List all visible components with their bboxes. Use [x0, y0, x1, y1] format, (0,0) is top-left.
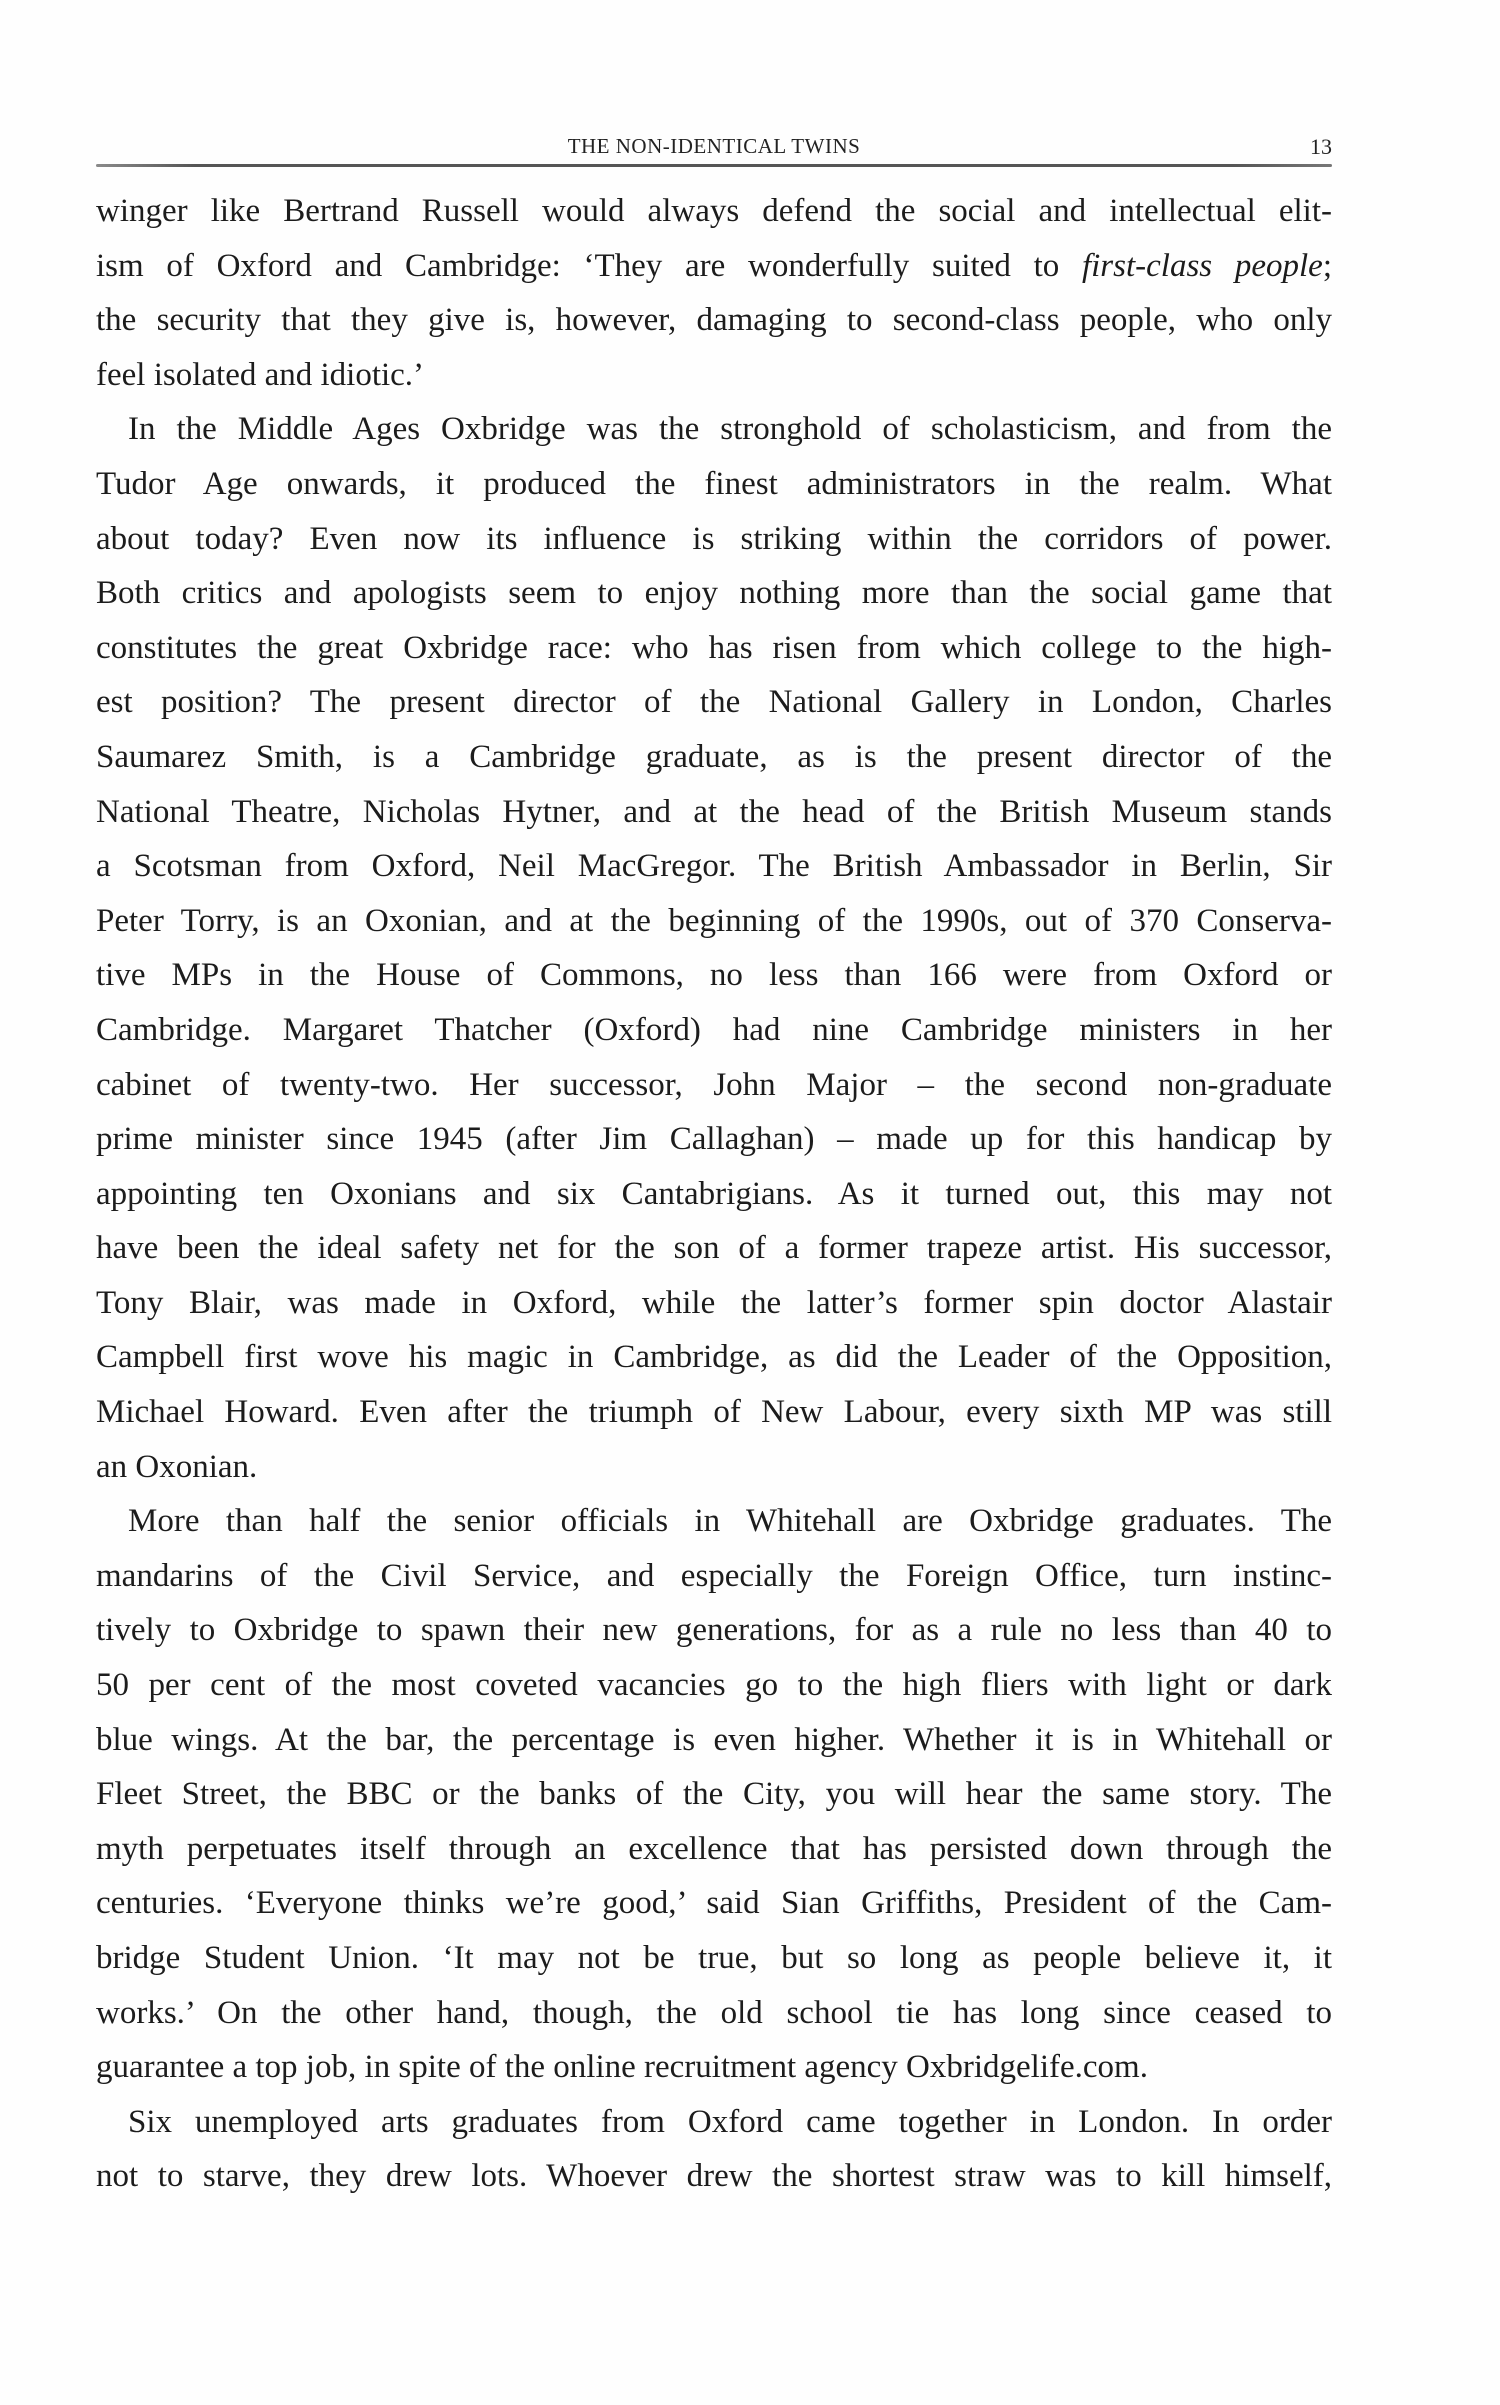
text-line: Peter Torry, is an Oxonian, and at the beginning of the 1990s, out of 370 Conserva-: [96, 902, 1332, 939]
paragraph-4: [96, 2095, 1332, 2204]
body-text: [96, 184, 1332, 2204]
paragraph-1: [96, 184, 1332, 402]
text-line: National Theatre, Nicholas Hytner, and at the head of the British Museum stands: [96, 793, 1332, 830]
text-line: centuries. ‘Everyone thinks we’re good,’ said Sian Griffiths, President of the Cam-: [96, 1885, 1332, 1922]
text-line: not to starve, they drew lots. Whoever drew the shortest straw was to kill himself,: [96, 2158, 1332, 2195]
text-line: have been the ideal safety net for the son of a former trapeze artist. His successor,: [96, 1230, 1332, 1267]
text-line: cabinet of twenty-two. Her successor, John Major – the second non-graduate: [96, 1066, 1332, 1103]
text-line: constitutes the great Oxbridge race: who has risen from which college to the high-: [96, 629, 1332, 666]
text-line: Michael Howard. Even after the triumph of New Labour, every sixth MP was still: [96, 1394, 1332, 1431]
text-line: about today? Even now its influence is striking within the corridors of power.: [96, 520, 1332, 557]
text-line: blue wings. At the bar, the percentage is even higher. Whether it is in Whitehall or: [96, 1721, 1332, 1758]
text-fragment: ism of Oxford and Cambridge: ‘They are wonderfully suited to: [96, 247, 1082, 284]
text-line: prime minister since 1945 (after Jim Callaghan) – made up for this handicap by: [96, 1121, 1332, 1158]
text-line: Both critics and apologists seem to enjoy nothing more than the social game that: [96, 575, 1332, 612]
paragraph-3: [96, 1494, 1332, 2095]
text-line: appointing ten Oxonians and six Cantabrigians. As it turned out, this may not: [96, 1175, 1332, 1212]
text-line: works.’ On the other hand, though, the old school tie has long since ceased to: [96, 1994, 1332, 2031]
text-line: feel isolated and idiotic.’: [96, 356, 425, 393]
text-line: winger like Bertrand Russell would always defend the social and intellectual elit-: [96, 193, 1332, 229]
text-line: More than half the senior officials in Whitehall are Oxbridge graduates. The: [128, 1503, 1332, 1540]
text-line: tive MPs in the House of Commons, no less than 166 were from Oxford or: [96, 957, 1332, 994]
text-line: 50 per cent of the most coveted vacancies go to the high fliers with light or dark: [96, 1667, 1332, 1704]
text-line: Campbell first wove his magic in Cambridge, as did the Leader of the Opposition,: [96, 1339, 1332, 1376]
text-line: the security that they give is, however, damaging to second-class people, who only: [96, 302, 1332, 339]
text-line: tively to Oxbridge to spawn their new generations, for as a rule no less than 40 to: [96, 1612, 1332, 1649]
text-line: an Oxonian.: [96, 1448, 258, 1485]
text-line: Cambridge. Margaret Thatcher (Oxford) had nine Cambridge ministers in her: [96, 1011, 1332, 1048]
running-title: THE NON-IDENTICAL TWINS: [567, 134, 861, 158]
text-line: Tudor Age onwards, it produced the finest administrators in the realm. What: [96, 465, 1332, 502]
text-line: [96, 239, 1332, 294]
text-line: a Scotsman from Oxford, Neil MacGregor. The British Ambassador in Berlin, Sir: [96, 848, 1332, 885]
text-line: myth perpetuates itself through an excellence that has persisted down through the: [96, 1830, 1332, 1867]
running-head: [96, 134, 1332, 164]
text-line: mandarins of the Civil Service, and especially the Foreign Office, turn instinc-: [96, 1557, 1332, 1594]
page-number: 13: [1310, 134, 1332, 159]
text-line: bridge Student Union. ‘It may not be true, but so long as people believe it, it: [96, 1940, 1332, 1976]
paragraph-2: [96, 402, 1332, 1494]
text-line: Six unemployed arts graduates from Oxford came together in London. In order: [128, 2103, 1332, 2140]
text-line: Tony Blair, was made in Oxford, while the latter’s former spin doctor Alastair: [96, 1284, 1332, 1321]
text-line: est position? The present director of the National Gallery in London, Charles: [96, 684, 1332, 721]
italic-phrase: first-class people: [1081, 247, 1323, 284]
text-line: guarantee a top job, in spite of the online recruitment agency Oxbridgelife.com.: [96, 2049, 1148, 2086]
header-rule: [96, 164, 1332, 167]
text-fragment: ;: [1322, 247, 1332, 284]
text-line: In the Middle Ages Oxbridge was the stronghold of scholasticism, and from the: [128, 411, 1332, 448]
text-line: Fleet Street, the BBC or the banks of the City, you will hear the same story. The: [96, 1776, 1332, 1813]
text-line: Saumarez Smith, is a Cambridge graduate, as is the present director of the: [96, 738, 1332, 775]
